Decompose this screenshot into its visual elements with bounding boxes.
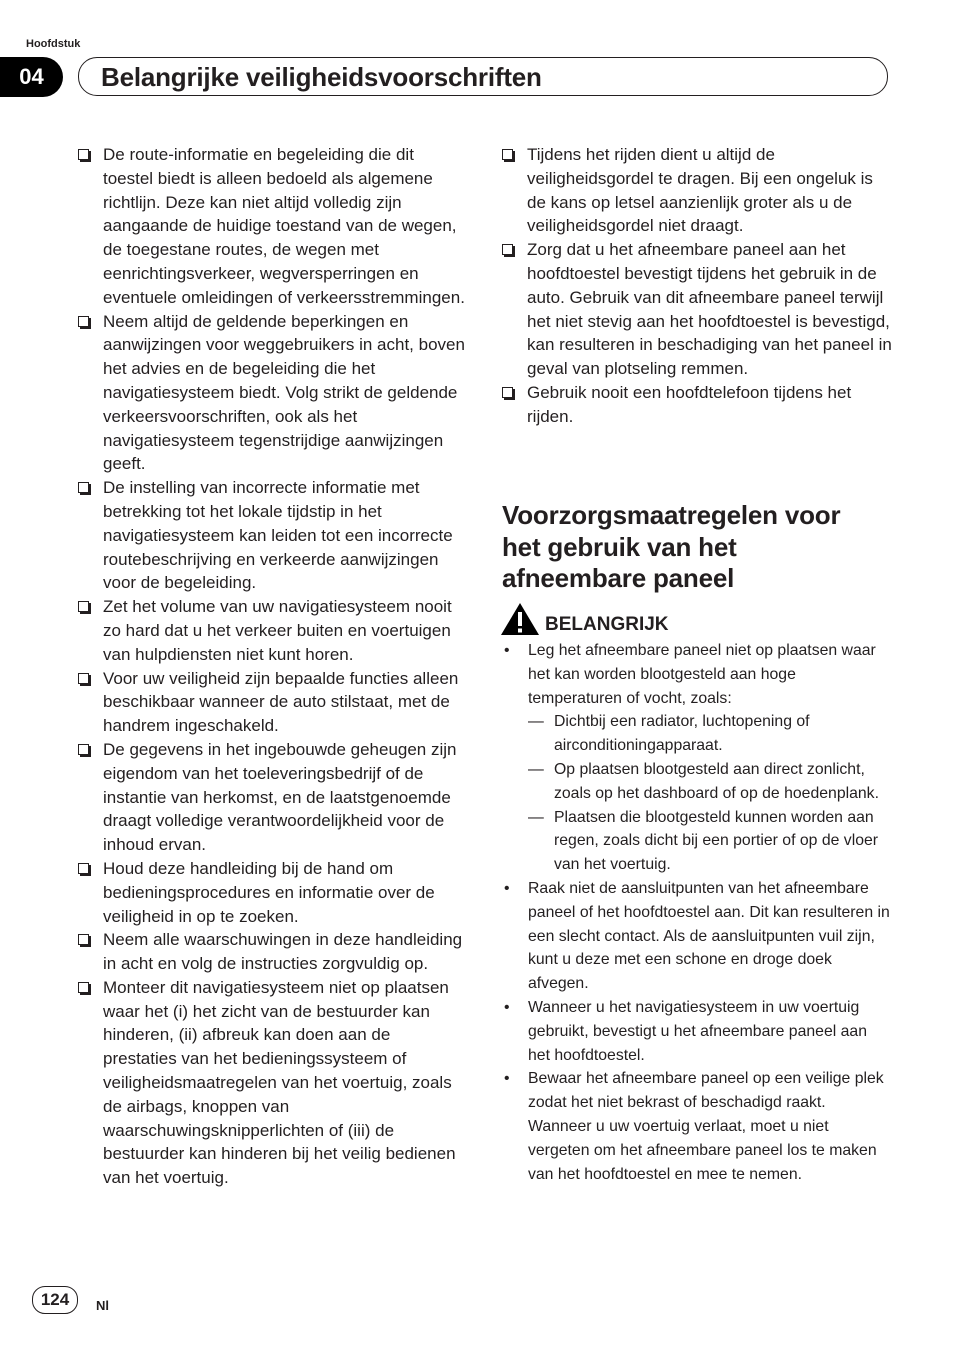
page-number: 124	[32, 1286, 78, 1314]
list-item: Neem altijd de geldende beperkingen en aanwijzingen voor weggebruikers in acht, boven het advies en de begeleiding die het navigatiesysteem biedt. Volg strikt de geldende verkeersvoorschriften, ook als het navigatiesysteem tegenstrijdige aanwijzingen geeft.	[76, 310, 468, 477]
checkbox-bullet-icon	[78, 316, 89, 327]
language-code: Nl	[96, 1298, 109, 1313]
checkbox-bullet-icon	[78, 601, 89, 612]
bullet-dot-icon: •	[504, 642, 510, 659]
bullet-dot-icon: •	[504, 1070, 510, 1088]
bullet-item: • Raak niet de aansluitpunten van het afneembare paneel of het hoofdtoestel aan. Dit kan resulteren in een slecht contact. Als de aansluitpunten vuil zijn, kunt u deze met een schone en droge doek afvegen.	[500, 877, 892, 996]
bullet-dot-icon: •	[504, 998, 510, 1016]
warning-icon	[500, 602, 540, 636]
checkbox-bullet-icon	[78, 934, 89, 945]
bullet-item: • Wanneer u het navigatiesysteem in uw voertuig gebruikt, bevestigt u het afneembare paneel aan het hoofdtoestel.	[500, 996, 892, 1067]
dash-icon: —	[528, 760, 544, 778]
checkbox-bullet-icon	[502, 244, 513, 255]
section-title: Voorzorgsmaatregelen voor het gebruik van het afneembare paneel	[502, 500, 841, 593]
checkbox-bullet-icon	[78, 149, 89, 160]
list-item: Neem alle waarschuwingen in deze handleiding in acht en volg de instructies zorgvuldig op.	[76, 928, 468, 976]
checkbox-bullet-icon	[78, 482, 89, 493]
bullet-extra-paragraph: Wanneer u uw voertuig verlaat, moet u niet vergeten om het afneembare paneel los te maken van het hoofdtoestel en mee te nemen.	[528, 1117, 877, 1183]
list-item: Zet het volume van uw navigatiesysteem nooit zo hard dat u het verkeer buiten en voertuigen van hulpdiensten niet kunt horen.	[76, 595, 468, 666]
checkbox-bullet-icon	[502, 149, 513, 160]
chapter-number-badge: 04	[0, 57, 63, 97]
checkbox-bullet-icon	[78, 744, 89, 755]
list-item: Voor uw veiligheid zijn bepaalde functies alleen beschikbaar wanneer de auto stilstaat, met de handrem ingeschakeld.	[76, 667, 468, 738]
sub-item: — Op plaatsen blootgesteld aan direct zonlicht, zoals op het dashboard of op de hoedenplank.	[528, 758, 892, 806]
bullet-item: • Bewaar het afneembare paneel op een veilige plek zodat het niet bekrast of beschadigd raakt. Wanneer u uw voertuig verlaat, moet u niet vergeten om het afneembare paneel los te maken van het hoofdtoestel en mee te nemen.	[500, 1067, 892, 1186]
bullet-dot-icon: •	[504, 879, 510, 897]
list-item: De instelling van incorrecte informatie met betrekking tot het lokale tijdstip in het navigatiesysteem kan leiden tot een incorrecte routebeschrijving en verkeerde aanwijzingen voor de begeleiding.	[76, 476, 468, 595]
important-label: BELANGRIJK	[545, 614, 669, 635]
checkbox-bullet-icon	[78, 982, 89, 993]
chapter-title-frame	[78, 57, 888, 96]
checkbox-bullet-icon	[78, 863, 89, 874]
chapter-title: Belangrijke veiligheidsvoorschriften	[101, 62, 542, 92]
checkbox-bullet-icon	[502, 387, 513, 398]
list-item: Monteer dit navigatiesysteem niet op plaatsen waar het (i) het zicht van de bestuurder kan hinderen, (ii) afbreuk kan doen aan de prestaties van het bedieningssysteem of veiligheidsmaatregelen van het voertuig, zoals de airbags, knoppen van waarschuwingsknipperlichten of (iii) de bestuurder kan hinderen bij het veilig bedienen van het voertuig.	[76, 976, 468, 1190]
chapter-label: Hoofdstuk	[26, 38, 81, 50]
list-item: Zorg dat u het afneembare paneel aan het hoofdtoestel bevestigt tijdens het gebruik in de auto. Gebruik van dit afneembare paneel terwijl het niet stevig aan het hoofdtoestel is bevestigd, kan resulteren in beschadiging van het paneel in geval van plotseling remmen.	[500, 238, 892, 381]
dash-icon: —	[528, 713, 544, 731]
bullet-item: • Leg het afneembare paneel niet op plaatsen waar het kan worden blootgesteld aan hoge temperaturen of vocht, zoals: — Dichtbij een radiator, luchtopening of airconditioningapparaat. — Op plaatsen blootgesteld aan direct zonlicht, zoals op het dashboard of op de hoedenplank. — Plaatsen die blootgesteld kunnen worden aan regen, zoals dicht bij een portier of op de vloer van het voertuig.	[500, 639, 892, 877]
left-column	[76, 143, 468, 1190]
list-item: De gegevens in het ingebouwde geheugen zijn eigendom van het toeleveringsbedrijf of de instantie van herkomst, en de laatstgenoemde draagt volledige verantwoordelijkheid voor de inhoud ervan.	[76, 738, 468, 857]
list-item: De route-informatie en begeleiding die dit toestel biedt is alleen bedoeld als algemene richtlijn. Deze kan niet altijd volledig zijn aangaande de huidige toestand van de wegen, de toegestane routes, de wegen met eenrichtingsverkeer, wegversperringen en eventuele omleidingen of verkeersstremmingen.	[76, 143, 468, 310]
dash-icon: —	[528, 808, 544, 826]
sub-item: — Dichtbij een radiator, luchtopening of airconditioningapparaat.	[528, 710, 892, 758]
list-item: Tijdens het rijden dient u altijd de veiligheidsgordel te dragen. Bij een ongeluk is de kans op letsel aanzienlijk groter als u de veiligheidsgordel niet draagt.	[500, 143, 892, 238]
right-column	[500, 143, 892, 429]
sub-item: — Plaatsen die blootgesteld kunnen worden aan regen, zoals dicht bij een portier of op de vloer van het voertuig.	[528, 806, 892, 877]
list-item: Houd deze handleiding bij de hand om bedieningsprocedures en informatie over de veiligheid in op te zoeken.	[76, 857, 468, 928]
list-item: Gebruik nooit een hoofdtelefoon tijdens het rijden.	[500, 381, 892, 429]
checkbox-bullet-icon	[78, 673, 89, 684]
important-list	[500, 639, 892, 1186]
